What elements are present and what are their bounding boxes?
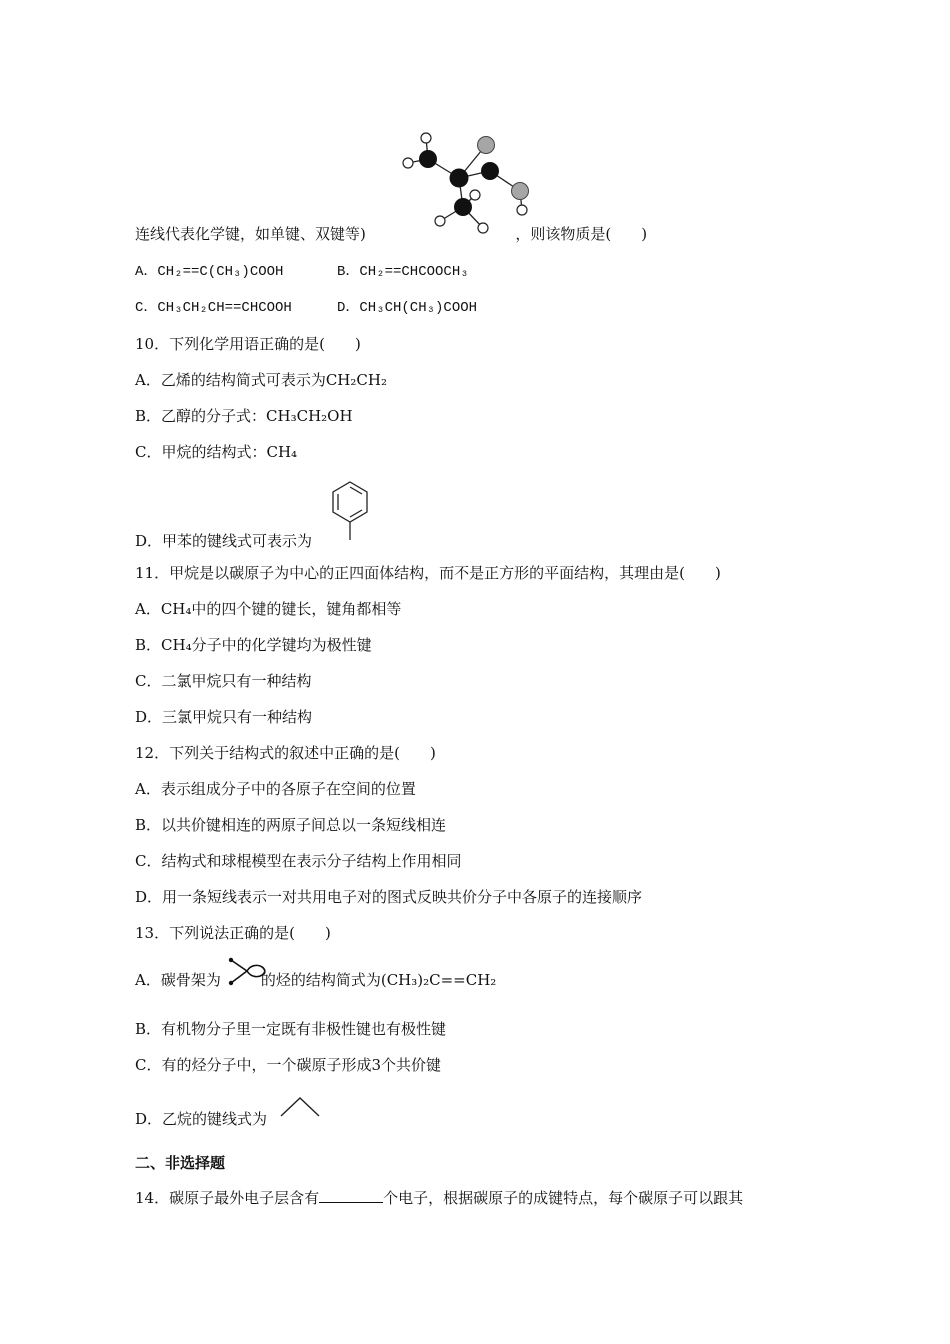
q13-option-a-pre: A．碳骨架为: [135, 971, 221, 989]
q9-option-d: D．CH₃CH(CH₃)COOH: [337, 300, 478, 316]
q10-option-c: C．甲烷的结构式：CH₄: [135, 443, 298, 461]
q11-option-b: B．CH₄分子中的化学键均为极性键: [135, 636, 372, 654]
q12-stem: 12．下列关于结构式的叙述中正确的是( ): [135, 744, 436, 762]
q14-stem-post: 个电子，根据碳原子的成键特点，每个碳原子可以跟其: [383, 1189, 744, 1207]
q9-stem: [135, 224, 647, 244]
q14-stem-pre: 14．碳原子最外电子层含有: [135, 1189, 320, 1207]
q11-option-d: D．三氯甲烷只有一种结构: [135, 708, 313, 726]
section-heading: 二、非选择题: [135, 1154, 226, 1172]
q11-stem: 11．甲烷是以碳原子为中心的正四面体结构，而不是正方形的平面结构，其理由是( ): [135, 564, 721, 582]
ball-and-stick-model-figure: [395, 125, 545, 240]
q12-option-a: A．表示组成分子中的各原子在空间的位置: [135, 780, 416, 798]
q13-option-a: [135, 970, 496, 990]
toluene-skeletal-figure: [328, 480, 372, 546]
q12-option-b: B．以共价键相连的两原子间总以一条短线相连: [135, 816, 447, 834]
q9-option-b: B．CH₂==CHCOOCH₃: [337, 264, 469, 280]
q14-stem: [135, 1188, 743, 1208]
answer-blank[interactable]: [319, 1188, 383, 1203]
q13-option-c: C．有的烃分子中，一个碳原子形成3个共价键: [135, 1056, 442, 1074]
ethane-skeletal-figure: [279, 1096, 323, 1118]
q12-option-c: C．结构式和球棍模型在表示分子结构上作用相同: [135, 852, 462, 870]
q11-option-c: C．二氯甲烷只有一种结构: [135, 672, 312, 690]
q13-option-b: B．有机物分子里一定既有非极性键也有极性键: [135, 1020, 447, 1038]
q9-stem-text: 连线代表化学键，如单键、双键等): [135, 225, 366, 243]
q9-stem-end: ，则该物质是( ): [515, 225, 648, 243]
q9-option-c: C．CH₃CH₂CH==CHCOOH: [135, 300, 292, 316]
q13-stem: 13．下列说法正确的是( ): [135, 924, 331, 942]
q10-option-d: D．甲苯的键线式可表示为: [135, 532, 313, 550]
q10-option-a: A．乙烯的结构简式可表示为CH₂CH₂: [135, 371, 387, 389]
q12-option-d: D．用一条短线表示一对共用电子对的图式反映共价分子中各原子的连接顺序: [135, 888, 643, 906]
q10-option-b: B．乙醇的分子式：CH₃CH₂OH: [135, 407, 353, 425]
q13-option-a-post: 的烃的结构简式为(CH₃)₂C==CH₂: [260, 971, 497, 989]
carbon-skeleton-figure: [227, 957, 269, 987]
q9-option-a: A．CH₂==C(CH₃)COOH: [135, 264, 284, 280]
q10-stem: 10．下列化学用语正确的是( ): [135, 335, 361, 353]
q13-option-d: D．乙烷的键线式为: [135, 1110, 268, 1128]
q11-option-a: A．CH₄中的四个键的键长，键角都相等: [135, 600, 402, 618]
